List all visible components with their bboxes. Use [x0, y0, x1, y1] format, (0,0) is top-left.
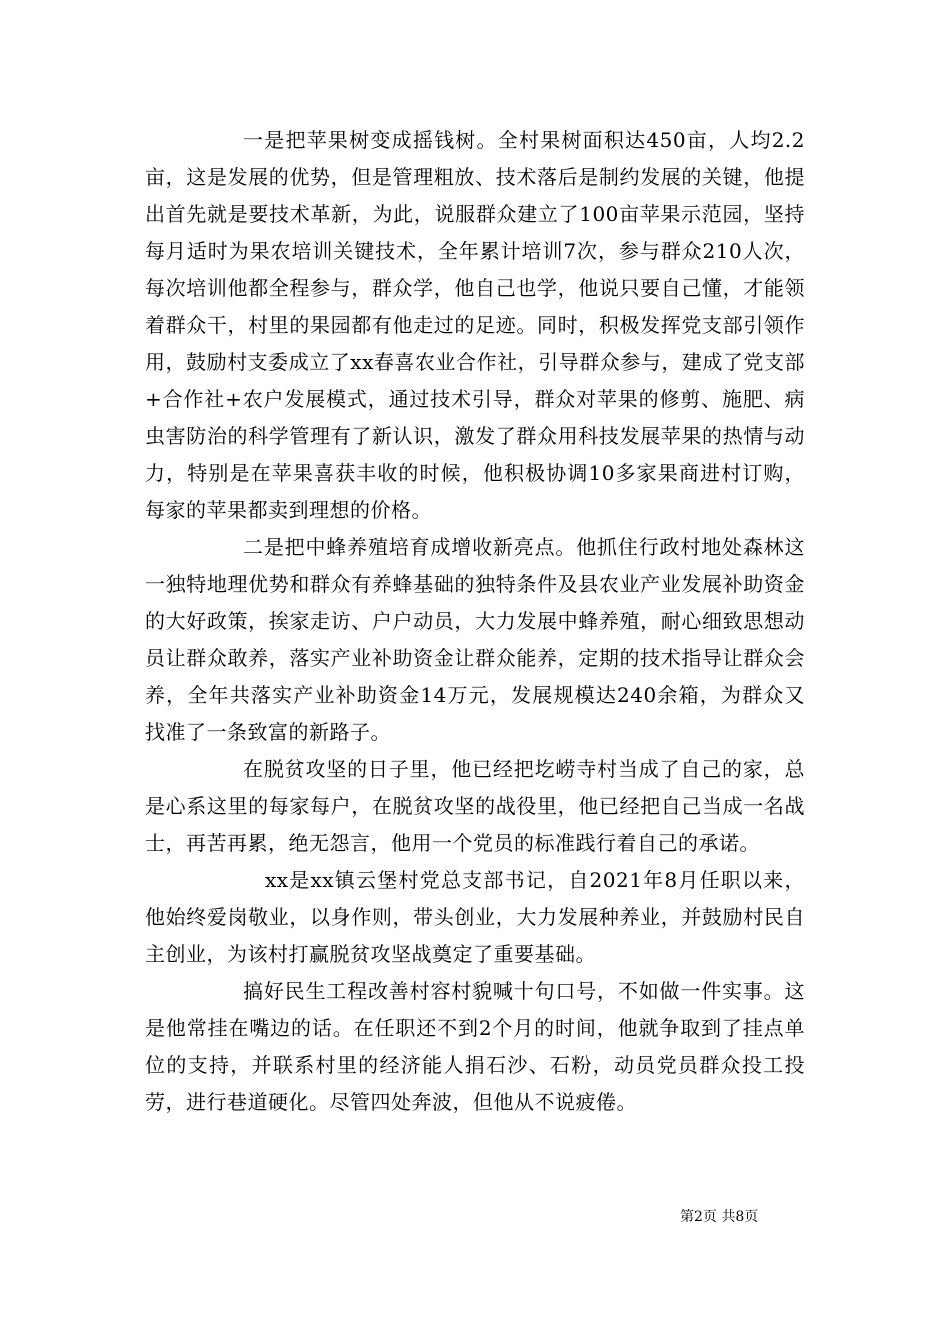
- paragraph-livelihood-project: 搞好民生工程改善村容村貌喊十句口号，不如做一件实事。这是他常挂在嘴边的话。在任职还不到2个月的时间，他就争取到了挂点单位的支持，并联系村里的经济能人捐石沙、石粉，动员党员群众投工投劳，进行巷道硬化。尽管四处奔波，但他从不说疲倦。: [145, 979, 805, 1114]
- page-number-footer: 第2页 共8页: [680, 1209, 759, 1225]
- paragraph-poverty-alleviation: 在脱贫攻坚的日子里，他已经把圪崂寺村当成了自己的家，总是心系这里的每家每户，在脱贫攻坚的战役里，他已经把自己当成一名战士，再苦再累，绝无怨言，他用一个党员的标准践行着自己的承诺。: [145, 757, 805, 855]
- document-body: [145, 122, 805, 1121]
- paragraph-bee-farming: 二是把中蜂养殖培育成增收新亮点。他抓住行政村地处森林这一独特地理优势和群众有养蜂基础的独特条件及县农业产业发展补助资金的大好政策，挨家走访、户户动员，大力发展中蜂养殖，耐心细致思想动员让群众敢养，落实产业补助资金让群众能养，定期的技术指导让群众会养，全年共落实产业补助资金14万元，发展规模达240余箱，为群众又找准了一条致富的新路子。: [145, 535, 805, 744]
- paragraph-party-secretary: xx是xx镇云堡村党总支部书记，自2021年8月任职以来，他始终爱岗敬业，以身作则，带头创业，大力发展种养业，并鼓励村民自主创业，为该村打赢脱贫攻坚战奠定了重要基础。: [145, 868, 805, 966]
- paragraph-apple-trees: 一是把苹果树变成摇钱树。全村果树面积达450亩，人均2.2亩，这是发展的优势，但是管理粗放、技术落后是制约发展的关键，他提出首先就是要技术革新，为此，说服群众建立了100亩苹果示范园，坚持每月适时为果农培训关键技术，全年累计培训7次，参与群众210人次，每次培训他都全程参与，群众学，他自己也学，他说只要自己懂，才能领着群众干，村里的果园都有他走过的足迹。同时，积极发挥党支部引领作用，鼓励村支委成立了xx春喜农业合作社，引导群众参与，建成了党支部+合作社+农户发展模式，通过技术引导，群众对苹果的修剪、施肥、病虫害防治的科学管理有了新认识，激发了群众用科技发展苹果的热情与动力，特别是在苹果喜获丰收的时候，他积极协调10多家果商进村订购，每家的苹果都卖到理想的价格。: [145, 128, 805, 522]
